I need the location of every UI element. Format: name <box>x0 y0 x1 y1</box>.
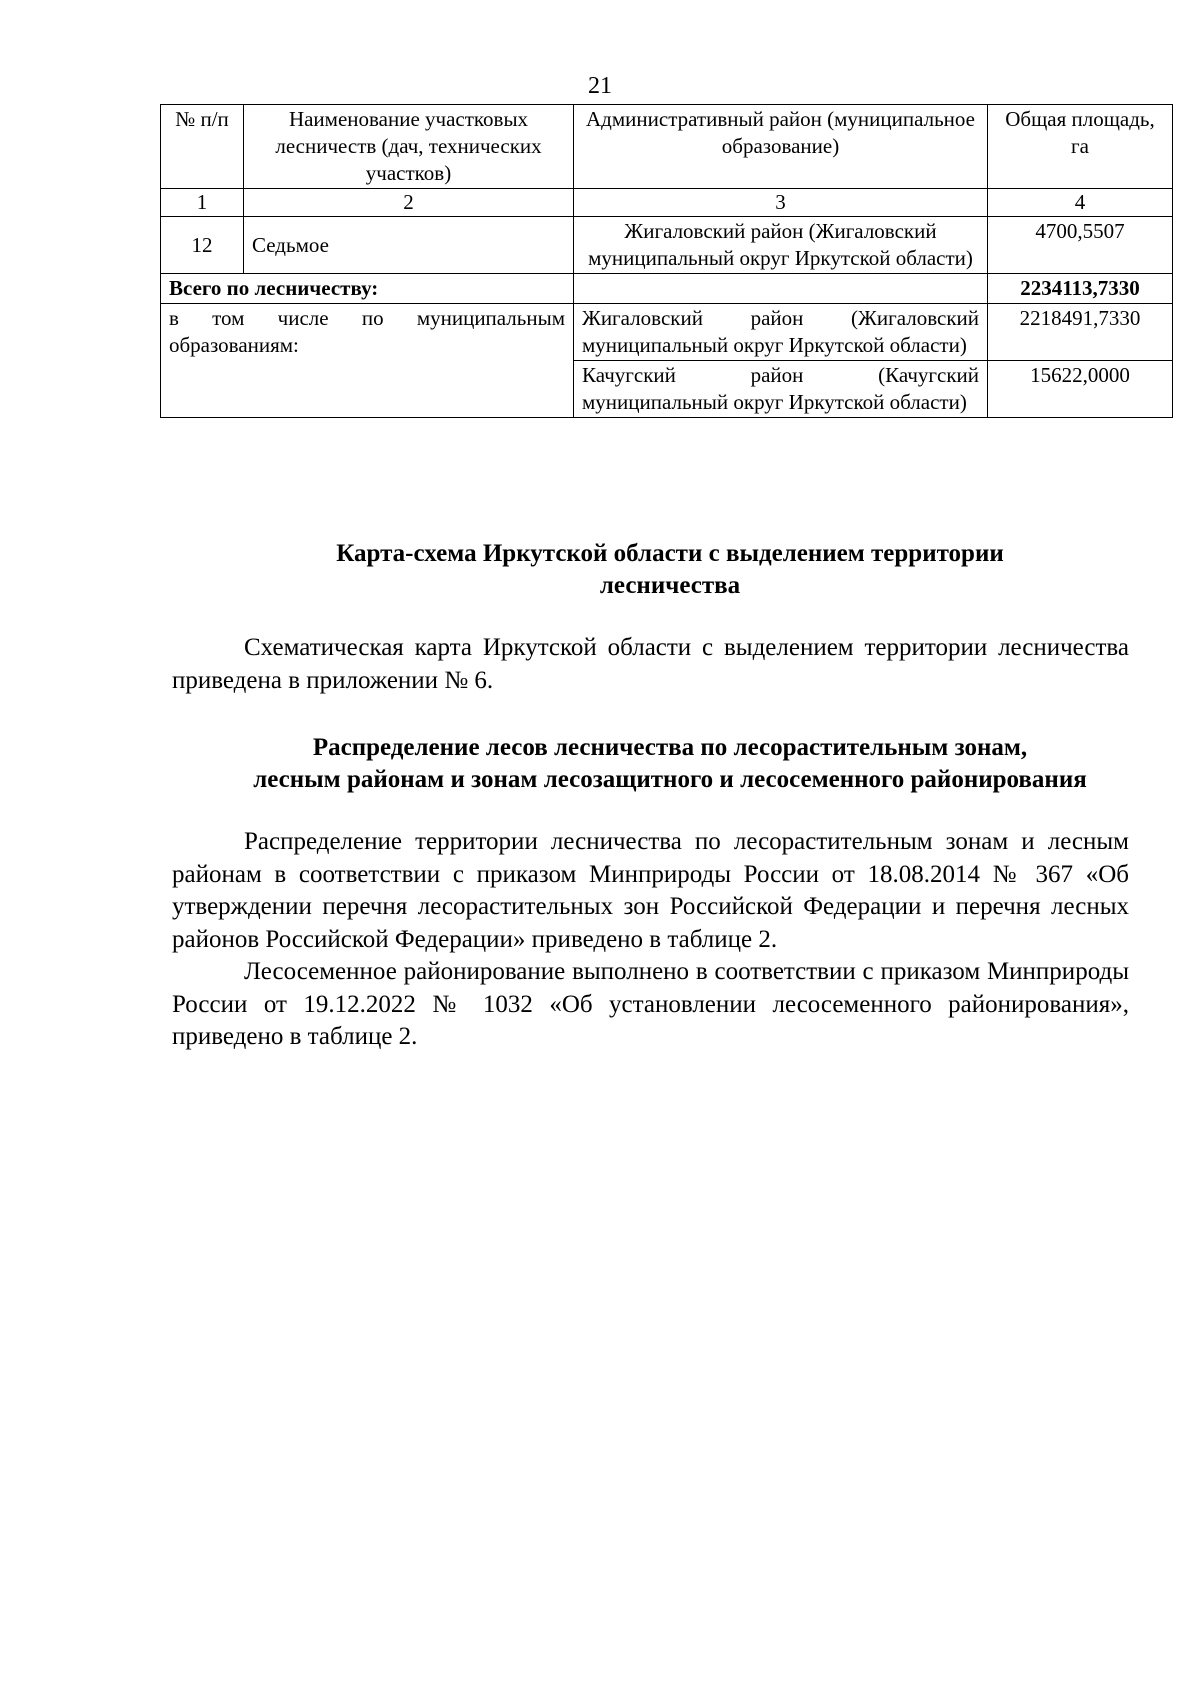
total-district-empty <box>574 274 988 304</box>
map-section-paragraph <box>172 632 1129 697</box>
forestry-area-table <box>160 104 1173 418</box>
row-area: 4700,5507 <box>988 217 1173 274</box>
column-number: 4 <box>988 189 1173 217</box>
header-forestry-name: Наименование участковых лесничеств (дач, технических участков) <box>244 105 574 189</box>
page-number: 21 <box>588 73 612 99</box>
header-number: № п/п <box>161 105 244 189</box>
seed-zoning-paragraph: Лесосеменное районирование выполнено в соответствии с приказом Минприроды России от 19.12.2022 № 1032 «Об установлении лесосеменного районирования», приведено в таблице 2. <box>172 958 1129 1050</box>
header-district: Административный район (муниципальное образование) <box>574 105 988 189</box>
total-row <box>161 274 1173 304</box>
distribution-section-title <box>170 732 1170 796</box>
distribution-paragraph: Распределение территории лесничества по лесорастительным зонам и лесным районам в соответствии с приказом Минприроды России от 18.08.2014 № 367 «Об утверждении перечня лесорастительных зон Российской Федерации и перечня лесных районов Российской Федерации» приведено в таблице 2. <box>172 828 1129 953</box>
row-district: Жигаловский район (Жигаловский муниципальный округ Иркутской области) <box>574 217 988 274</box>
table-row <box>161 217 1173 274</box>
column-numbers-row <box>161 189 1173 217</box>
column-number: 3 <box>574 189 988 217</box>
breakdown-area: 15622,0000 <box>988 361 1173 418</box>
table-header-row <box>161 105 1173 189</box>
column-number: 1 <box>161 189 244 217</box>
total-area: 2234113,7330 <box>988 274 1173 304</box>
column-number: 2 <box>244 189 574 217</box>
breakdown-label: в том числе по муниципальным образованиям: <box>161 304 574 418</box>
breakdown-area: 2218491,7330 <box>988 304 1173 361</box>
breakdown-row <box>161 304 1173 361</box>
distribution-section-title-line: Распределение лесов лесничества по лесорастительным зонам, <box>312 734 1028 761</box>
map-paragraph-text: Схематическая карта Иркутской области с выделением территории лесничества приведена в приложении № 6. <box>172 634 1129 694</box>
map-section-title-line: Карта-схема Иркутской области с выделением территории <box>336 540 1004 567</box>
map-section-title <box>170 538 1170 602</box>
breakdown-district: Жигаловский район (Жигаловский муниципальный округ Иркутской области) <box>574 304 988 361</box>
row-forestry-name: Седьмое <box>244 217 574 274</box>
total-label: Всего по лесничеству: <box>161 274 574 304</box>
map-section-title-line: лесничества <box>599 572 741 599</box>
distribution-section-title-line: лесным районам и зонам лесозащитного и лесосеменного районирования <box>253 766 1087 793</box>
breakdown-district: Качугский район (Качугский муниципальный округ Иркутской области) <box>574 361 988 418</box>
row-number: 12 <box>161 217 244 274</box>
header-area: Общая площадь, га <box>988 105 1173 189</box>
distribution-section-body <box>172 826 1129 1054</box>
